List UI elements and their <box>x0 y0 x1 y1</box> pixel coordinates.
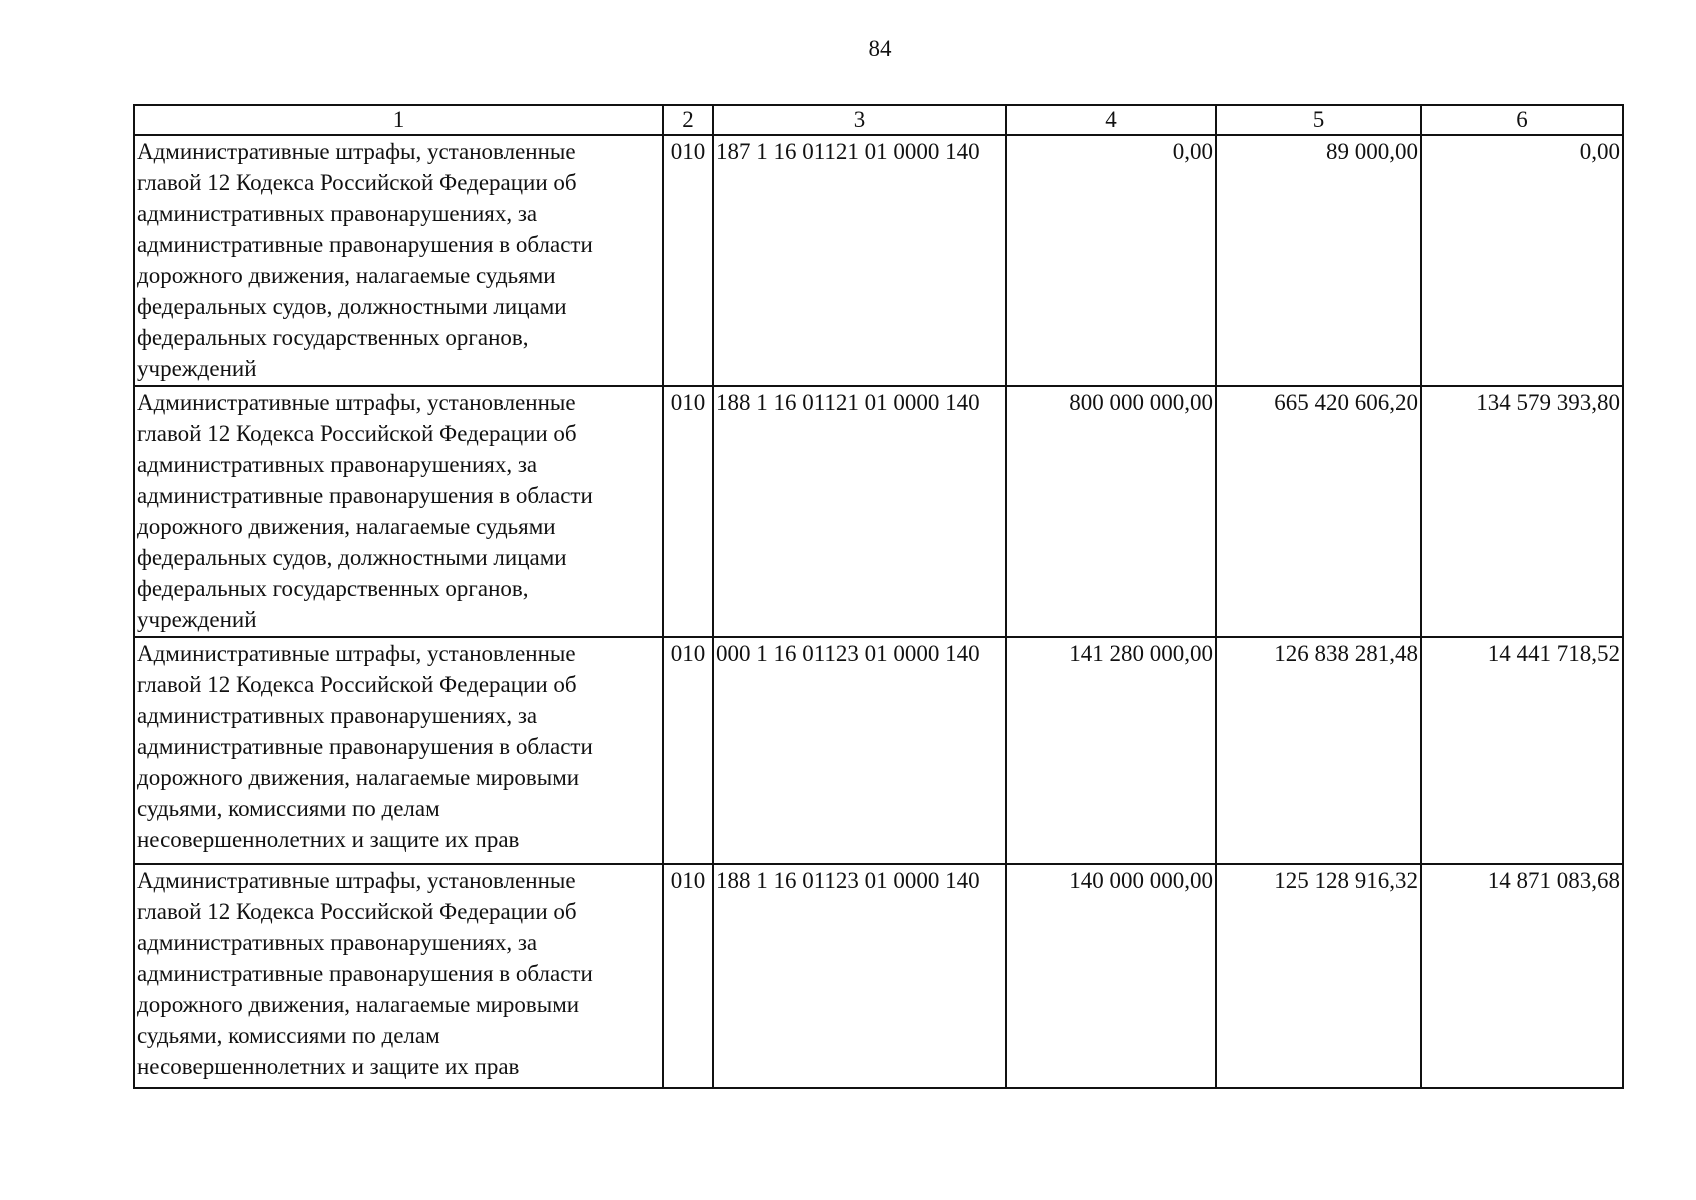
page-number: 84 <box>868 36 892 61</box>
admin-code-cell: 010 <box>663 386 713 637</box>
column-header: 5 <box>1216 105 1421 135</box>
income-name-cell: Административные штрафы, установленные главой 12 Кодекса Российской Федерации об административных правонарушениях, за административные правонарушения в области дорожного движения, налагаемые мировыми судьями, комиссиями по делам несовершеннолетних и защите их прав <box>134 864 663 1088</box>
admin-code-cell: 010 <box>663 864 713 1088</box>
amount-col6-cell: 134 579 393,80 <box>1421 386 1623 637</box>
amount-col5-cell: 126 838 281,48 <box>1216 637 1421 864</box>
table-row <box>134 135 1623 386</box>
amount-col4-cell: 141 280 000,00 <box>1006 637 1216 864</box>
income-code-cell: 000 1 16 01123 01 0000 140 <box>713 637 1006 864</box>
column-header: 6 <box>1421 105 1623 135</box>
table-row <box>134 864 1623 1088</box>
income-name-cell: Административные штрафы, установленные главой 12 Кодекса Российской Федерации об административных правонарушениях, за административные правонарушения в области дорожного движения, налагаемые мировыми судьями, комиссиями по делам несовершеннолетних и защите их прав <box>134 637 663 864</box>
column-header: 4 <box>1006 105 1216 135</box>
amount-col6-cell: 0,00 <box>1421 135 1623 386</box>
income-code-cell: 188 1 16 01123 01 0000 140 <box>713 864 1006 1088</box>
income-name-cell: Административные штрафы, установленные главой 12 Кодекса Российской Федерации об административных правонарушениях, за административные правонарушения в области дорожного движения, налагаемые судьями федеральных судов, должностными лицами федеральных государственных органов, учреждений <box>134 135 663 386</box>
admin-code-cell: 010 <box>663 135 713 386</box>
admin-code-cell: 010 <box>663 637 713 864</box>
amount-col6-cell: 14 441 718,52 <box>1421 637 1623 864</box>
table-row <box>134 386 1623 637</box>
table-header-row <box>134 105 1623 135</box>
amount-col4-cell: 140 000 000,00 <box>1006 864 1216 1088</box>
amount-col5-cell: 125 128 916,32 <box>1216 864 1421 1088</box>
income-code-cell: 187 1 16 01121 01 0000 140 <box>713 135 1006 386</box>
amount-col4-cell: 0,00 <box>1006 135 1216 386</box>
amount-col4-cell: 800 000 000,00 <box>1006 386 1216 637</box>
amount-col6-cell: 14 871 083,68 <box>1421 864 1623 1088</box>
amount-col5-cell: 665 420 606,20 <box>1216 386 1421 637</box>
income-name-cell: Административные штрафы, установленные главой 12 Кодекса Российской Федерации об административных правонарушениях, за административные правонарушения в области дорожного движения, налагаемые судьями федеральных судов, должностными лицами федеральных государственных органов, учреждений <box>134 386 663 637</box>
column-header: 2 <box>663 105 713 135</box>
column-header: 3 <box>713 105 1006 135</box>
amount-col5-cell: 89 000,00 <box>1216 135 1421 386</box>
income-code-cell: 188 1 16 01121 01 0000 140 <box>713 386 1006 637</box>
column-header: 1 <box>134 105 663 135</box>
budget-table <box>133 104 1624 1089</box>
table-row <box>134 637 1623 864</box>
